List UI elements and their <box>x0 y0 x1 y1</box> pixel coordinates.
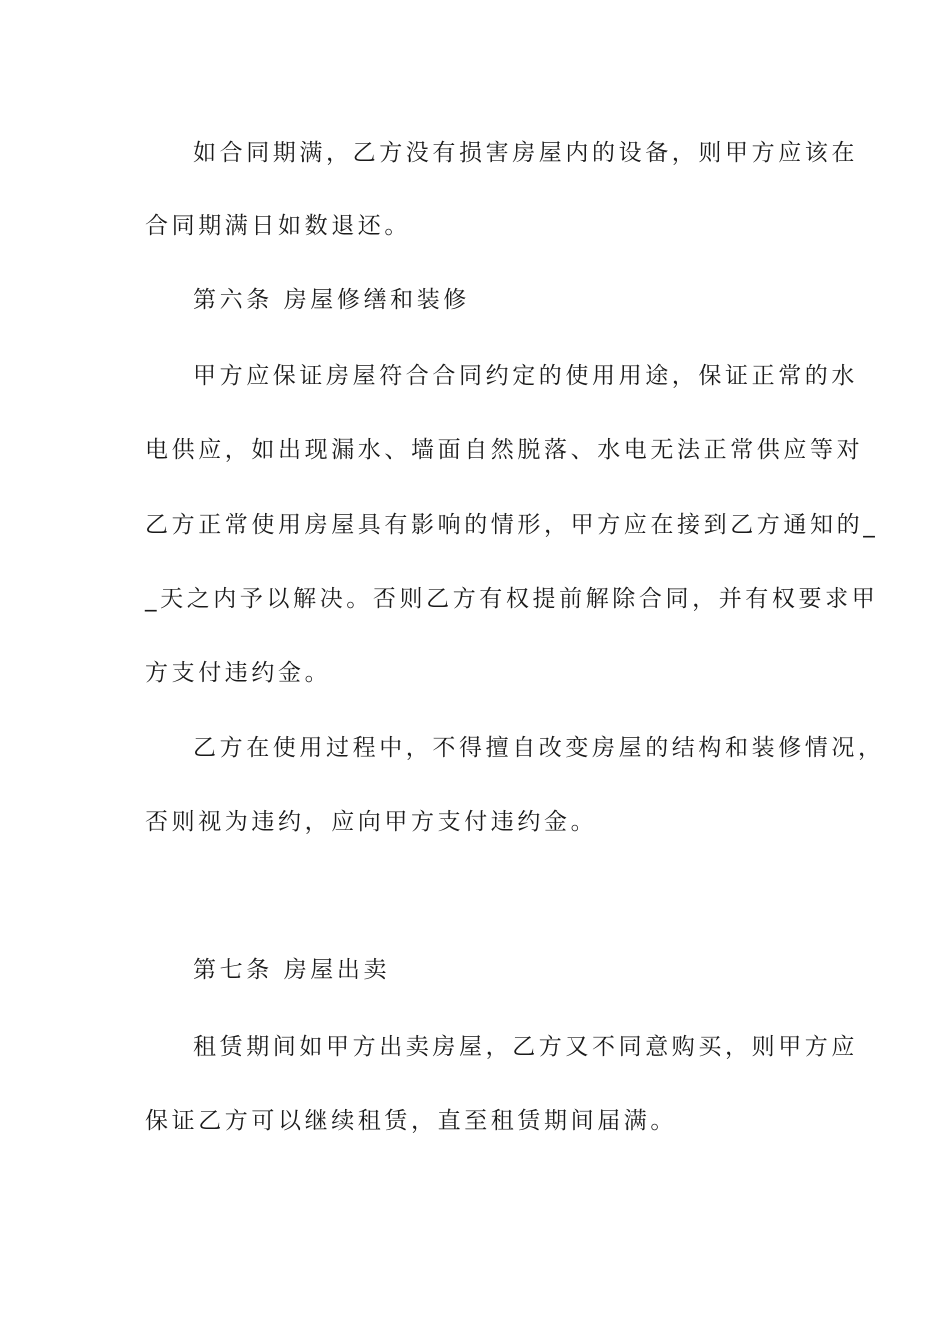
paragraph-line: 乙方正常使用房屋具有影响的情形，甲方应在接到乙方通知的_ <box>145 512 879 538</box>
paragraph-line: 甲方应保证房屋符合合同约定的使用用途，保证正常的水 <box>193 363 858 389</box>
section-heading: 第七条 房屋出卖 <box>193 957 391 983</box>
paragraph-line: 合同期满日如数退还。 <box>145 213 411 239</box>
paragraph-line: 方支付违约金。 <box>145 660 332 686</box>
paragraph-line: 否则视为违约，应向甲方支付违约金。 <box>145 809 598 835</box>
paragraph-line: 如合同期满，乙方没有损害房屋内的设备，则甲方应该在 <box>193 140 858 166</box>
paragraph-line: 保证乙方可以继续租赁，直至租赁期间届满。 <box>145 1108 677 1134</box>
paragraph-line: 租赁期间如甲方出卖房屋，乙方又不同意购买，则甲方应 <box>193 1034 858 1060</box>
paragraph-line: 电供应，如出现漏水、墙面自然脱落、水电无法正常供应等对 <box>145 437 864 463</box>
paragraph-line: 乙方在使用过程中，不得擅自改变房屋的结构和装修情况， <box>193 735 885 761</box>
paragraph-line: _天之内予以解决。否则乙方有权提前解除合同，并有权要求甲 <box>145 586 879 612</box>
section-heading: 第六条 房屋修缮和装修 <box>193 287 470 313</box>
